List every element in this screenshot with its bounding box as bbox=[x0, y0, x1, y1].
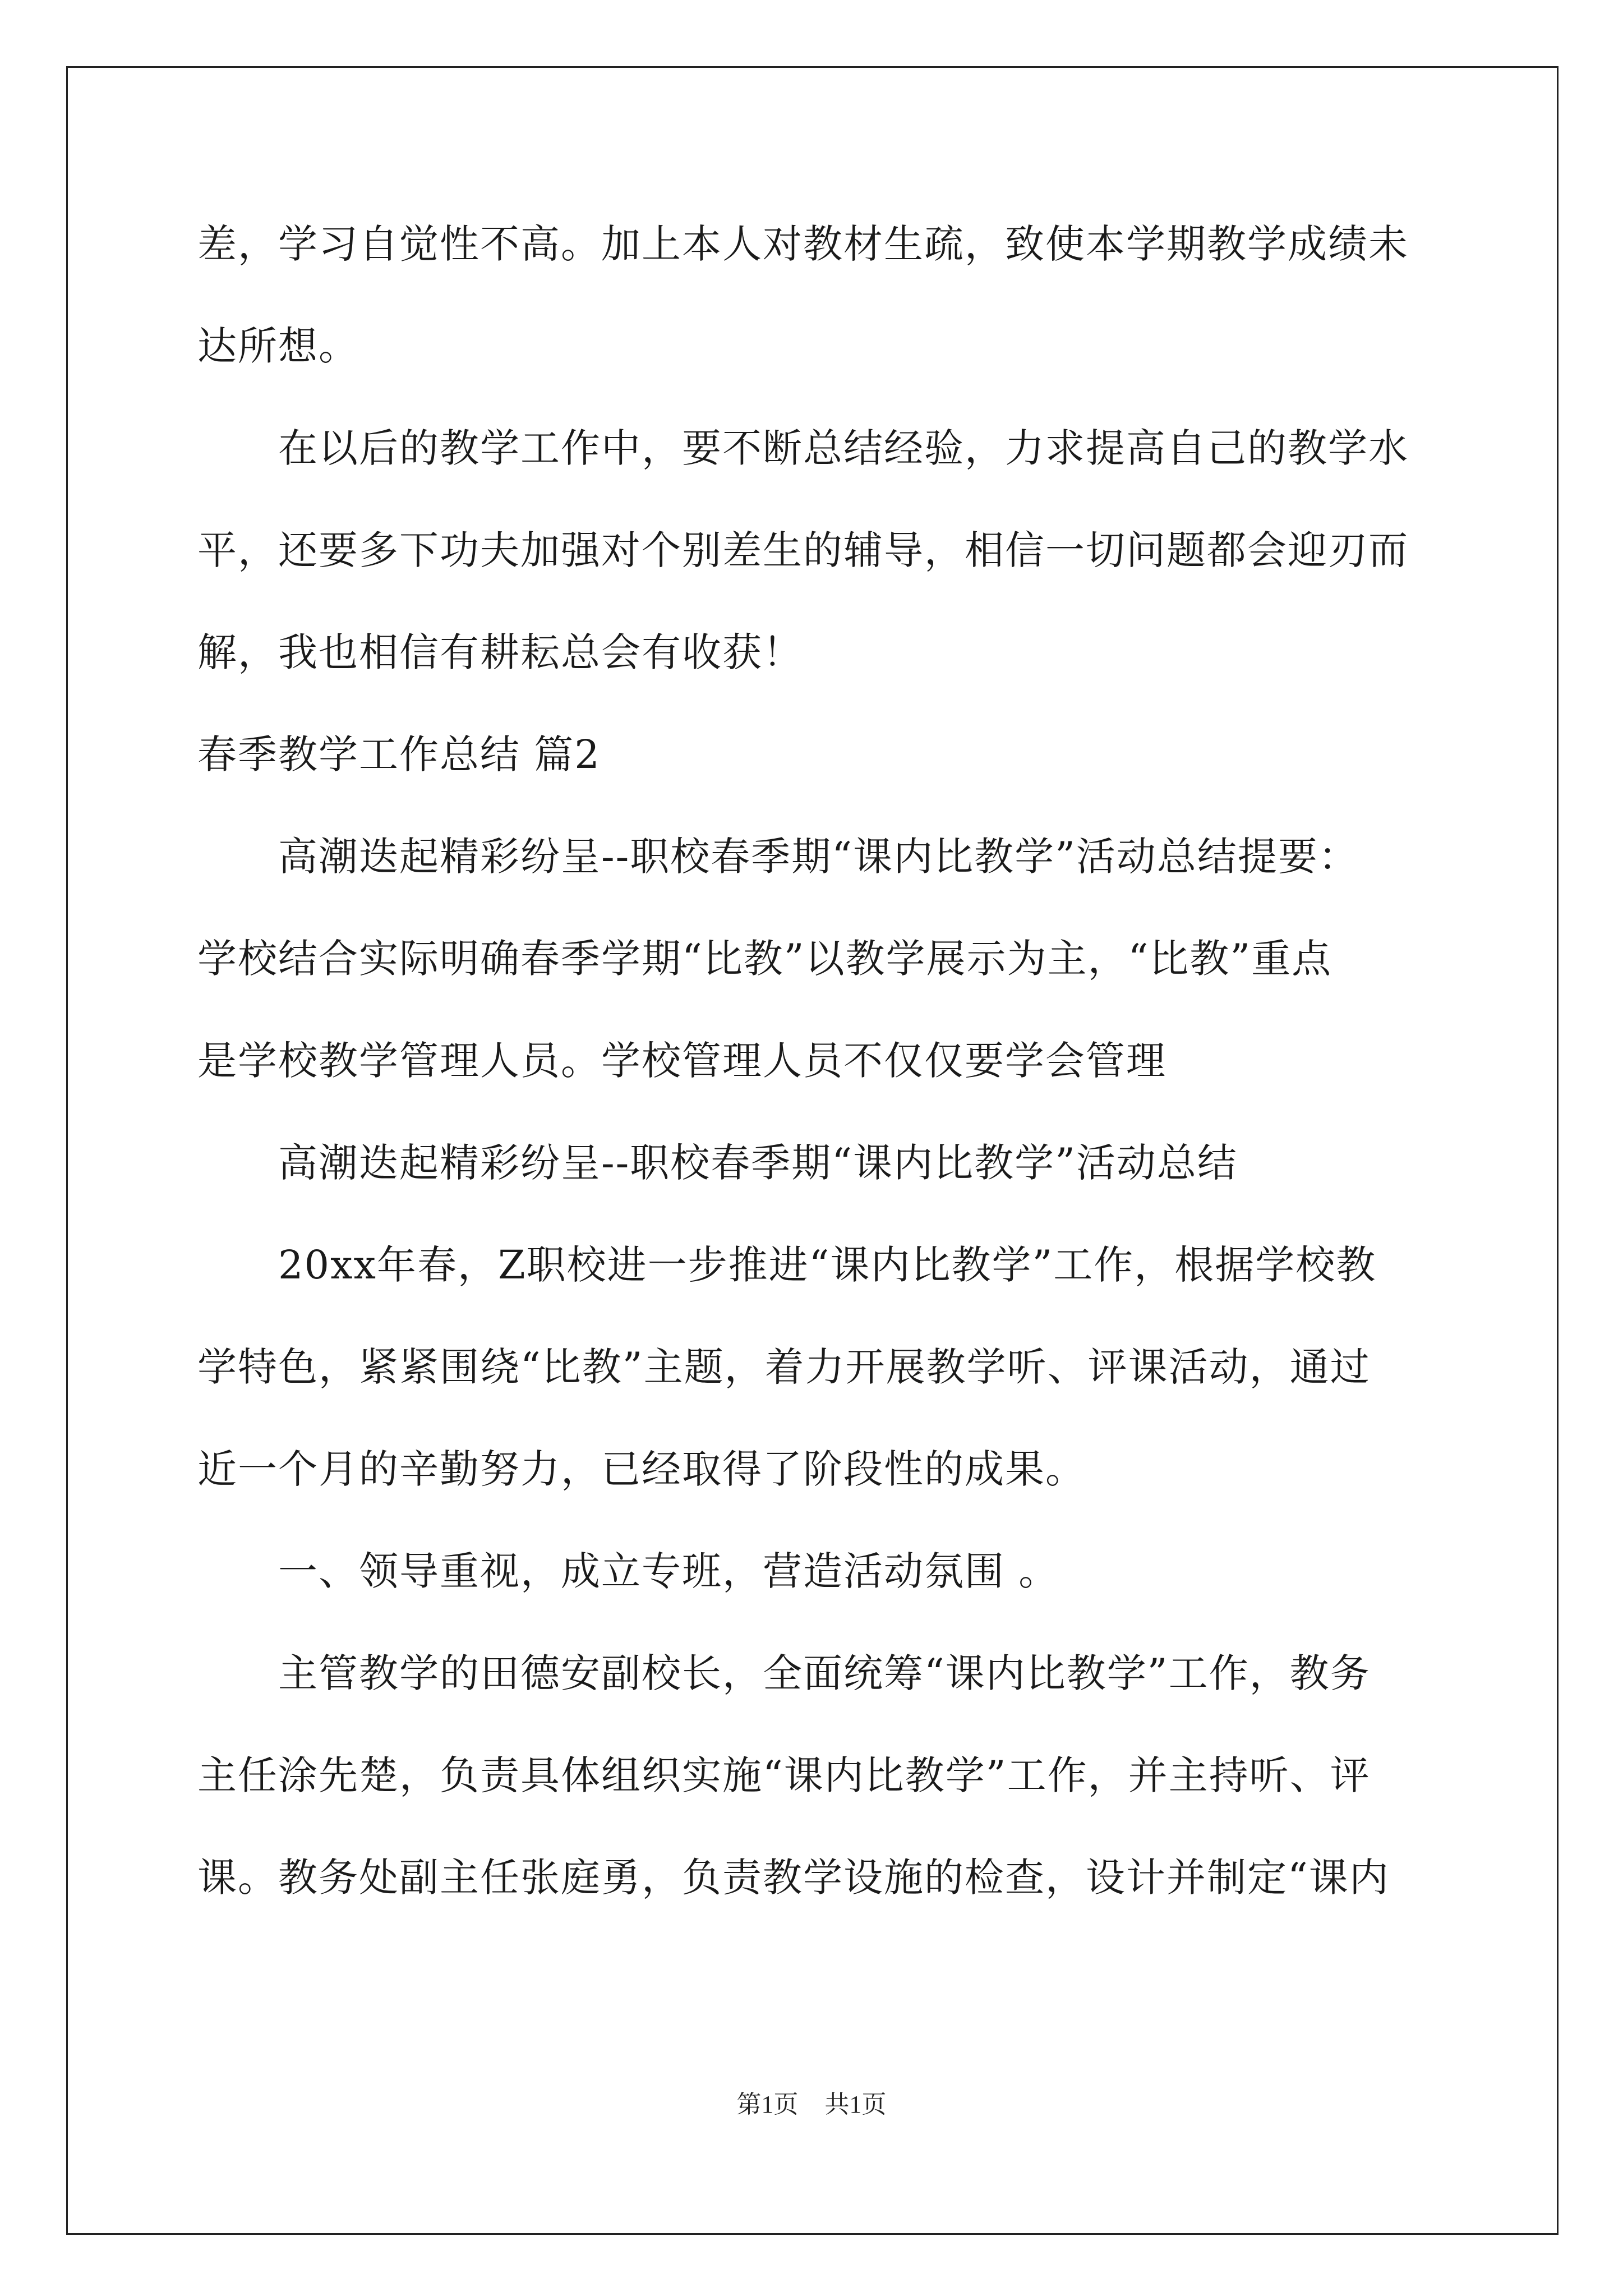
text-line: 主管教学的田德安副校长，全面统筹“课内比教学”工作，教务 bbox=[197, 1650, 1371, 1696]
text-line: 在以后的教学工作中，要不断总结经验，力求提高自己的教学水 bbox=[197, 425, 1409, 471]
text-line: 是学校教学管理人员。学校管理人员不仅仅要学会管理 bbox=[197, 1038, 1166, 1084]
text-line: 学特色，紧紧围绕“比教”主题，着力开展教学听、评课活动，通过 bbox=[197, 1344, 1371, 1390]
text-line: 高潮迭起精彩纷呈--职校春季期“课内比教学”活动总结 bbox=[197, 1140, 1238, 1186]
text-line: 课。教务处副主任张庭勇，负责教学设施的检查，设计并制定“课内 bbox=[197, 1855, 1390, 1901]
page-number-total: 共1页 bbox=[824, 2091, 887, 2118]
text-line: 达所想。 bbox=[197, 323, 359, 369]
text-line: 差，学习自觉性不高。加上本人对教材生疏，致使本学期教学成绩未 bbox=[197, 221, 1409, 267]
text-line: 一、领导重视，成立专班，营造活动氛围 。 bbox=[197, 1548, 1059, 1594]
text-line: 平，还要多下功夫加强对个别差生的辅导，相信一切问题都会迎刃而 bbox=[197, 527, 1409, 573]
text-line: 学校结合实际明确春季学期“比教”以教学展示为主，“比教”重点 bbox=[197, 936, 1332, 982]
text-line: 高潮迭起精彩纷呈--职校春季期“课内比教学”活动总结提要： bbox=[197, 834, 1359, 880]
text-line: 解，我也相信有耕耘总会有收获！ bbox=[197, 629, 803, 675]
text-line: 主任涂先楚，负责具体组织实施“课内比教学”工作，并主持听、评 bbox=[197, 1752, 1371, 1798]
page-footer bbox=[0, 2088, 1623, 2122]
text-line: 近一个月的辛勤努力，已经取得了阶段性的成果。 bbox=[197, 1446, 1086, 1492]
section-heading: 春季教学工作总结 篇2 bbox=[197, 731, 601, 777]
page-number-current: 第1页 bbox=[736, 2091, 799, 2118]
text-line: 20xx年春，Z职校进一步推进“课内比教学”工作，根据学校教 bbox=[197, 1242, 1377, 1288]
